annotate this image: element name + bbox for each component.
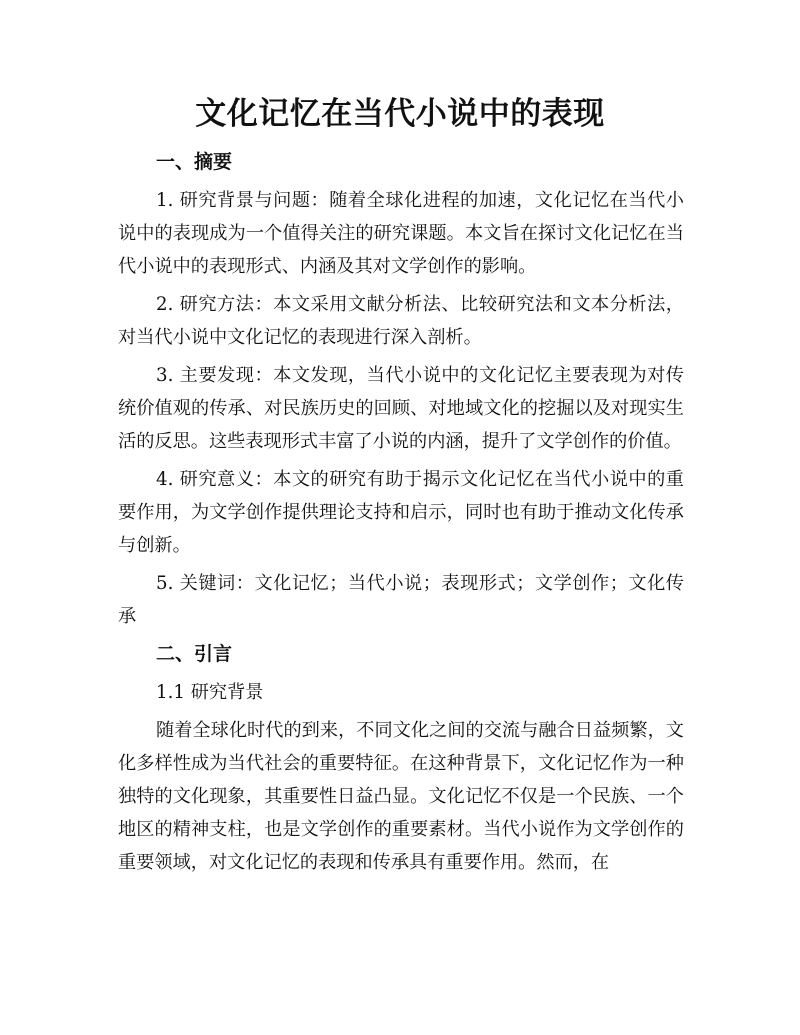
keywords-item: 5. 关键词：文化记忆；当代小说；表现形式；文学创作；文化传承 (118, 573, 684, 627)
document-title: 文化记忆在当代小说中的表现 (195, 96, 605, 132)
abstract-item: 2. 研究方法：本文采用文献分析法、比较研究法和文本分析法，对当代小说中文化记忆的表现进行深入剖析。 (118, 294, 684, 348)
research-background-subheading: 1.1 研究背景 (156, 682, 264, 703)
abstract-item: 4. 研究意义：本文的研究有助于揭示文化记忆在当代小说中的重要作用，为文学创作提供理论支持和启示，同时也有助于推动文化传承与创新。 (118, 469, 684, 556)
introduction-heading: 二、引言 (156, 643, 233, 665)
abstract-item: 3. 主要发现：本文发现，当代小说中的文化记忆主要表现为对传统价值观的传承、对民族历史的回顾、对地域文化的挖掘以及对现实生活的反思。这些表现形式丰富了小说的内涵，提升了文学创作的价值。 (118, 365, 684, 452)
research-background-paragraph: 随着全球化时代的到来，不同文化之间的交流与融合日益频繁，文化多样性成为当代社会的重要特征。在这种背景下，文化记忆作为一种独特的文化现象，其重要性日益凸显。文化记忆不仅是一个民族、一个地区的精神支柱，也是文学创作的重要素材。当代小说作为文学创作的重要领域，对文化记忆的表现和传承具有重要作用。然而，在 (118, 720, 684, 873)
document-body (118, 146, 684, 884)
abstract-item: 1. 研究背景与问题：随着全球化进程的加速，文化记忆在当代小说中的表现成为一个值得关注的研究课题。本文旨在探讨文化记忆在当代小说中的表现形式、内涵及其对文学创作的影响。 (118, 190, 684, 277)
abstract-heading: 一、摘要 (156, 151, 233, 173)
